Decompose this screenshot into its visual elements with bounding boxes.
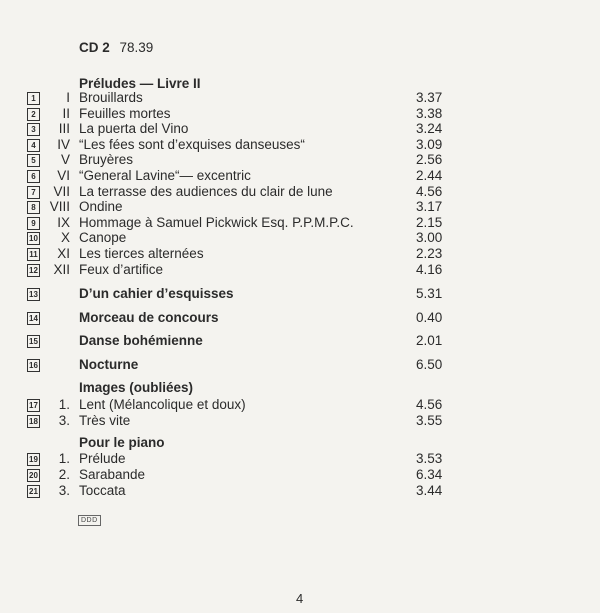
cd-label: CD 2 bbox=[79, 40, 110, 55]
track-number-box: 9 bbox=[27, 217, 40, 230]
track-index: XI bbox=[57, 246, 70, 261]
track-duration: 3.38 bbox=[416, 105, 443, 121]
track-index: 2. bbox=[58, 467, 70, 482]
track-row bbox=[0, 168, 600, 184]
section-heading-piano: Pour le piano bbox=[79, 435, 165, 450]
track-number-box: 4 bbox=[27, 139, 40, 152]
track-duration: 3.53 bbox=[416, 451, 443, 466]
track-duration: 6.50 bbox=[416, 357, 443, 372]
track-duration: 4.56 bbox=[416, 397, 443, 412]
track-number-box: 5 bbox=[27, 154, 40, 167]
track-row bbox=[0, 483, 600, 499]
track-row bbox=[0, 184, 600, 200]
track-duration: 5.31 bbox=[416, 286, 443, 301]
track-number-box: 10 bbox=[27, 232, 40, 245]
track-number-box: 17 bbox=[27, 399, 40, 412]
track-duration: 6.34 bbox=[416, 467, 443, 482]
track-title: Les tierces alternées bbox=[79, 246, 204, 261]
track-index: X bbox=[60, 230, 70, 246]
track-duration: 2.01 bbox=[416, 333, 443, 348]
track-title: Brouillards bbox=[79, 90, 143, 105]
track-number-box: 6 bbox=[27, 170, 40, 183]
track-title: Très vite bbox=[79, 413, 131, 428]
section-heading-preludes: Préludes — Livre II bbox=[79, 76, 201, 91]
track-duration: 3.00 bbox=[416, 230, 443, 246]
track-duration: 4.16 bbox=[416, 261, 443, 277]
track-title: Feuilles mortes bbox=[79, 105, 171, 121]
track-title: “Les fées sont d’exquises danseuses“ bbox=[79, 136, 305, 152]
track-duration: 2.44 bbox=[416, 168, 443, 183]
track-duration: 3.55 bbox=[416, 413, 443, 428]
track-row bbox=[0, 357, 600, 373]
track-title: Danse bohémienne bbox=[79, 333, 203, 348]
track-title: Nocturne bbox=[79, 357, 139, 372]
track-index: IX bbox=[57, 214, 70, 230]
track-duration: 2.23 bbox=[416, 246, 443, 261]
track-row bbox=[0, 230, 600, 246]
track-index: 1. bbox=[58, 451, 70, 466]
track-number-box: 3 bbox=[27, 123, 40, 136]
track-row bbox=[0, 106, 600, 122]
track-title: Hommage à Samuel Pickwick Esq. P.P.M.P.C. bbox=[79, 214, 354, 230]
track-index: 3. bbox=[58, 483, 70, 498]
track-index: VII bbox=[53, 183, 70, 199]
track-row bbox=[0, 451, 600, 467]
cd-total-time: 78.39 bbox=[119, 40, 154, 55]
track-number-box: 20 bbox=[27, 469, 40, 482]
track-duration: 3.09 bbox=[416, 136, 443, 152]
track-index: VIII bbox=[49, 199, 70, 215]
track-duration: 4.56 bbox=[416, 183, 443, 199]
track-row bbox=[0, 215, 600, 231]
track-row bbox=[0, 262, 600, 278]
track-index: III bbox=[58, 121, 70, 137]
track-number-box: 12 bbox=[27, 264, 40, 277]
track-index: VI bbox=[57, 168, 70, 183]
track-index: 3. bbox=[58, 413, 70, 428]
track-row bbox=[0, 397, 600, 413]
track-index: 1. bbox=[58, 397, 70, 412]
track-row bbox=[0, 310, 600, 326]
track-row bbox=[0, 137, 600, 153]
ddd-badge: DDD bbox=[78, 515, 101, 526]
track-duration: 0.40 bbox=[416, 310, 443, 325]
track-row bbox=[0, 152, 600, 168]
track-title: Morceau de concours bbox=[79, 310, 219, 325]
track-duration: 3.24 bbox=[416, 121, 443, 137]
track-title: Ondine bbox=[79, 199, 123, 215]
track-number-box: 8 bbox=[27, 201, 40, 214]
track-duration: 3.37 bbox=[416, 90, 443, 105]
track-row bbox=[0, 121, 600, 137]
track-index: II bbox=[62, 105, 70, 121]
track-title: Lent (Mélancolique et doux) bbox=[79, 397, 246, 412]
track-number-box: 7 bbox=[27, 186, 40, 199]
track-number-box: 1 bbox=[27, 92, 40, 105]
track-number-box: 16 bbox=[27, 359, 40, 372]
track-number-box: 21 bbox=[27, 485, 40, 498]
track-title: Feux d’artifice bbox=[79, 261, 164, 277]
track-row bbox=[0, 467, 600, 483]
cd-header bbox=[79, 40, 153, 55]
track-title: “General Lavine“— excentric bbox=[79, 168, 251, 183]
track-title: D’un cahier d’esquisses bbox=[79, 286, 234, 301]
track-number-box: 14 bbox=[27, 312, 40, 325]
track-number-box: 11 bbox=[27, 248, 40, 261]
track-duration: 3.17 bbox=[416, 199, 443, 215]
track-index: IV bbox=[57, 136, 70, 152]
page-number: 4 bbox=[296, 591, 304, 606]
track-title: Bruyères bbox=[79, 152, 134, 168]
track-index: V bbox=[60, 152, 70, 168]
track-title: Toccata bbox=[79, 483, 126, 498]
track-title: Sarabande bbox=[79, 467, 146, 482]
track-index: XII bbox=[53, 261, 70, 277]
track-title: La puerta del Vino bbox=[79, 121, 189, 137]
track-number-box: 18 bbox=[27, 415, 40, 428]
section-heading-images: Images (oubliées) bbox=[79, 380, 194, 395]
track-row bbox=[0, 286, 600, 302]
track-duration: 3.44 bbox=[416, 483, 443, 498]
track-row bbox=[0, 90, 600, 106]
track-title: Canope bbox=[79, 230, 127, 246]
track-number-box: 2 bbox=[27, 108, 40, 121]
track-duration: 2.15 bbox=[416, 214, 443, 230]
track-number-box: 19 bbox=[27, 453, 40, 466]
track-index: I bbox=[66, 90, 70, 105]
track-title: Prélude bbox=[79, 451, 126, 466]
track-row bbox=[0, 199, 600, 215]
track-duration: 2.56 bbox=[416, 152, 443, 168]
track-row bbox=[0, 413, 600, 429]
track-number-box: 15 bbox=[27, 335, 40, 348]
track-row bbox=[0, 333, 600, 349]
track-title: La terrasse des audiences du clair de lune bbox=[79, 183, 333, 199]
track-number-box: 13 bbox=[27, 288, 40, 301]
track-row bbox=[0, 246, 600, 262]
